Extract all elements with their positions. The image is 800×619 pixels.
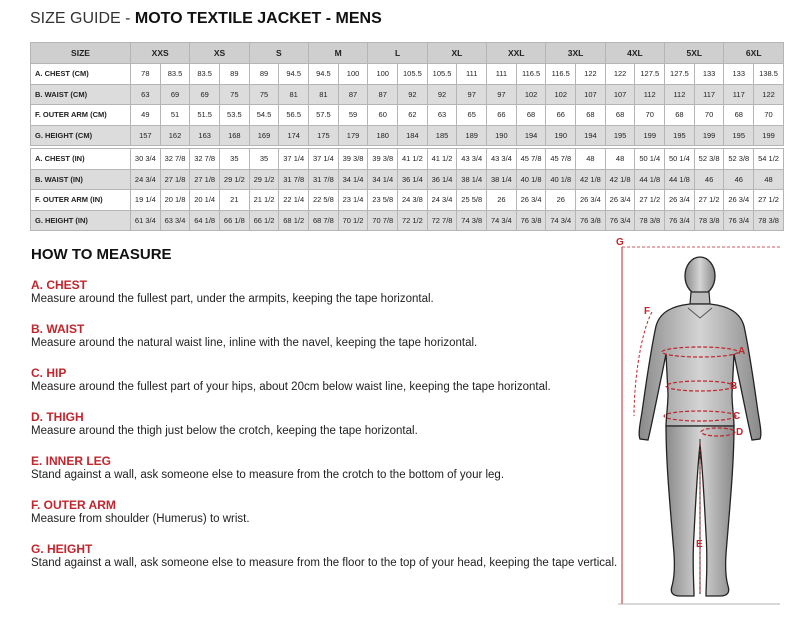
table-cell: 190: [487, 125, 517, 146]
table-cell: 24 3/8: [398, 190, 428, 211]
table-cell: 63: [131, 84, 161, 105]
table-cell: 100: [338, 64, 368, 85]
table-cell: 59: [338, 105, 368, 126]
table-cell: 26: [487, 190, 517, 211]
table-cell: 45 7/8: [516, 149, 546, 170]
table-cell: 41 1/2: [398, 149, 428, 170]
table-cell: 195: [605, 125, 635, 146]
table-cell: 23 5/8: [368, 190, 398, 211]
row-label: A. CHEST (IN): [31, 149, 131, 170]
table-cell: 100: [368, 64, 398, 85]
table-cell: 97: [487, 84, 517, 105]
table-cell: 51.5: [190, 105, 220, 126]
table-cell: 68: [576, 105, 606, 126]
measure-title-thigh: D. THIGH: [31, 410, 84, 424]
table-cell: 168: [220, 125, 250, 146]
table-cell: 22 5/8: [309, 190, 339, 211]
measure-desc-chest: Measure around the fullest part, under the armpits, keeping the tape horizontal.: [31, 293, 434, 305]
table-cell: 38 1/4: [457, 169, 487, 190]
figure-label-g: G: [616, 237, 624, 248]
table-cell: 89: [249, 64, 279, 85]
table-cell: 66: [487, 105, 517, 126]
table-cell: 78 3/8: [694, 210, 724, 231]
table-cell: 34 1/4: [368, 169, 398, 190]
figure-label-a: A: [738, 346, 746, 357]
table-cell: 169: [249, 125, 279, 146]
measure-desc-outer-arm: Measure from shoulder (Humerus) to wrist.: [31, 513, 250, 525]
table-cell: 20 1/4: [190, 190, 220, 211]
table-cell: 70 7/8: [368, 210, 398, 231]
table-cell: 105.5: [398, 64, 428, 85]
row-label: F. OUTER ARM (IN): [31, 190, 131, 211]
table-cell: 27 1/8: [160, 169, 190, 190]
how-to-measure-heading: HOW TO MEASURE: [31, 246, 172, 263]
table-cell: 26 3/4: [724, 190, 754, 211]
table-cell: 68 7/8: [309, 210, 339, 231]
table-cell: 122: [754, 84, 784, 105]
measure-desc-inner-leg: Stand against a wall, ask someone else to measure from the crotch to the bottom of your leg.: [31, 469, 505, 481]
table-cell: 78 3/8: [754, 210, 784, 231]
size-header-xxs: XXS: [131, 43, 190, 64]
table-cell: 70: [635, 105, 665, 126]
size-header-xl: XL: [427, 43, 486, 64]
table-cell: 35: [249, 149, 279, 170]
table-cell: 162: [160, 125, 190, 146]
size-header-label: SIZE: [31, 43, 131, 64]
figure-label-e: E: [696, 539, 703, 550]
table-cell: 157: [131, 125, 161, 146]
table-cell: 68: [724, 105, 754, 126]
table-cell: 74 3/4: [546, 210, 576, 231]
table-cell: 102: [516, 84, 546, 105]
table-cell: 38 1/4: [487, 169, 517, 190]
table-cell: 61 3/4: [131, 210, 161, 231]
table-cell: 163: [190, 125, 220, 146]
table-cell: 29 1/2: [220, 169, 250, 190]
table-cell: 23 1/4: [338, 190, 368, 211]
size-header-m: M: [309, 43, 368, 64]
page-title: [30, 10, 382, 28]
table-cell: 94.5: [279, 64, 309, 85]
table-cell: 50 1/4: [665, 149, 695, 170]
table-cell: 25 5/8: [457, 190, 487, 211]
table-cell: 29 1/2: [249, 169, 279, 190]
table-cell: 54 1/2: [754, 149, 784, 170]
table-cell: 89: [220, 64, 250, 85]
table-cell: 24 3/4: [427, 190, 457, 211]
table-cell: 30 3/4: [131, 149, 161, 170]
table-cell: 43 3/4: [457, 149, 487, 170]
table-cell: 107: [605, 84, 635, 105]
table-cell: 74 3/8: [457, 210, 487, 231]
table-cell: 42 1/8: [576, 169, 606, 190]
row-label: G. HEIGHT (IN): [31, 210, 131, 231]
table-cell: 199: [635, 125, 665, 146]
measure-title-height: G. HEIGHT: [31, 542, 93, 556]
table-cell: 51: [160, 105, 190, 126]
table-cell: 66 1/8: [220, 210, 250, 231]
measure-desc-waist: Measure around the natural waist line, inline with the navel, keeping the tape horizontal.: [31, 337, 478, 349]
table-cell: 74 3/4: [487, 210, 517, 231]
table-cell: 83.5: [160, 64, 190, 85]
table-cell: 75: [220, 84, 250, 105]
table-cell: 26 3/4: [605, 190, 635, 211]
size-table-cm: [30, 42, 784, 146]
size-header-s: S: [249, 43, 308, 64]
table-row: [31, 64, 784, 85]
table-cell: 117: [724, 84, 754, 105]
table-cell: 92: [427, 84, 457, 105]
table-cell: 37 1/4: [279, 149, 309, 170]
table-cell: 52 3/8: [724, 149, 754, 170]
table-cell: 22 1/4: [279, 190, 309, 211]
figure-label-d: D: [736, 427, 744, 438]
table-cell: 175: [309, 125, 339, 146]
table-cell: 45 7/8: [546, 149, 576, 170]
table-cell: 190: [546, 125, 576, 146]
table-cell: 194: [576, 125, 606, 146]
table-cell: 52 3/8: [694, 149, 724, 170]
table-cell: 81: [279, 84, 309, 105]
table-cell: 81: [309, 84, 339, 105]
table-cell: 34 1/4: [338, 169, 368, 190]
figure-label-f: F: [644, 306, 651, 317]
measure-desc-hip: Measure around the fullest part of your hips, about 20cm below waist line, keeping the tape horizontal.: [31, 381, 551, 393]
table-cell: 97: [457, 84, 487, 105]
table-cell: 56.5: [279, 105, 309, 126]
table-cell: 53.5: [220, 105, 250, 126]
table-cell: 194: [516, 125, 546, 146]
table-cell: 60: [368, 105, 398, 126]
measure-desc-thigh: Measure around the thigh just below the crotch, keeping the tape horizontal.: [31, 425, 418, 437]
table-cell: 36 1/4: [427, 169, 457, 190]
size-header-6xl: 6XL: [724, 43, 784, 64]
table-cell: 48: [605, 149, 635, 170]
table-cell: 44 1/8: [665, 169, 695, 190]
table-cell: 19 1/4: [131, 190, 161, 211]
table-cell: 127.5: [635, 64, 665, 85]
table-cell: 76 3/4: [665, 210, 695, 231]
table-cell: 65: [457, 105, 487, 126]
table-cell: 69: [190, 84, 220, 105]
table-cell: 195: [665, 125, 695, 146]
table-cell: 116.5: [546, 64, 576, 85]
table-cell: 76 3/8: [516, 210, 546, 231]
table-cell: 20 1/8: [160, 190, 190, 211]
measure-desc-height: Stand against a wall, ask someone else to measure from the floor to the top of your head, keeping the tape vertical.: [31, 557, 618, 569]
table-row: [31, 105, 784, 126]
measure-title-outer-arm: F. OUTER ARM: [31, 498, 116, 512]
size-table-in: [30, 148, 784, 231]
table-cell: 76 3/8: [576, 210, 606, 231]
table-cell: 27 1/2: [694, 190, 724, 211]
table-cell: 105.5: [427, 64, 457, 85]
table-cell: 43 3/4: [487, 149, 517, 170]
size-header-3xl: 3XL: [546, 43, 605, 64]
table-cell: 21: [220, 190, 250, 211]
table-cell: 179: [338, 125, 368, 146]
table-cell: 78 3/8: [635, 210, 665, 231]
table-cell: 184: [398, 125, 428, 146]
table-cell: 32 7/8: [160, 149, 190, 170]
table-cell: 138.5: [754, 64, 784, 85]
measure-title-inner-leg: E. INNER LEG: [31, 454, 112, 468]
table-cell: 50 1/4: [635, 149, 665, 170]
table-row: [31, 125, 784, 146]
table-cell: 180: [368, 125, 398, 146]
table-cell: 49: [131, 105, 161, 126]
table-cell: 26 3/4: [576, 190, 606, 211]
table-cell: 122: [576, 64, 606, 85]
table-cell: 76 3/4: [724, 210, 754, 231]
table-cell: 48: [576, 149, 606, 170]
table-cell: 189: [457, 125, 487, 146]
row-label: G. HEIGHT (CM): [31, 125, 131, 146]
table-cell: 35: [220, 149, 250, 170]
table-cell: 70 1/2: [338, 210, 368, 231]
table-cell: 40 1/8: [546, 169, 576, 190]
table-row: [31, 169, 784, 190]
table-row: [31, 84, 784, 105]
table-cell: 66 1/2: [249, 210, 279, 231]
table-cell: 21 1/2: [249, 190, 279, 211]
table-cell: 127.5: [665, 64, 695, 85]
table-cell: 83.5: [190, 64, 220, 85]
table-cell: 54.5: [249, 105, 279, 126]
table-cell: 111: [457, 64, 487, 85]
table-row: [31, 210, 784, 231]
size-header-xxl: XXL: [487, 43, 546, 64]
size-header-xs: XS: [190, 43, 249, 64]
table-cell: 26: [546, 190, 576, 211]
table-cell: 46: [724, 169, 754, 190]
table-cell: 133: [694, 64, 724, 85]
table-cell: 72 1/2: [398, 210, 428, 231]
table-cell: 72 7/8: [427, 210, 457, 231]
table-cell: 68: [665, 105, 695, 126]
table-cell: 41 1/2: [427, 149, 457, 170]
table-cell: 39 3/8: [368, 149, 398, 170]
row-label: F. OUTER ARM (CM): [31, 105, 131, 126]
table-cell: 112: [665, 84, 695, 105]
table-cell: 122: [605, 64, 635, 85]
size-header-4xl: 4XL: [605, 43, 664, 64]
table-cell: 102: [546, 84, 576, 105]
table-cell: 42 1/8: [605, 169, 635, 190]
table-cell: 26 3/4: [665, 190, 695, 211]
table-cell: 70: [754, 105, 784, 126]
table-cell: 24 3/4: [131, 169, 161, 190]
size-header-l: L: [368, 43, 427, 64]
table-cell: 46: [694, 169, 724, 190]
table-cell: 66: [546, 105, 576, 126]
title-prefix: SIZE GUIDE -: [30, 10, 135, 27]
table-cell: 64 1/8: [190, 210, 220, 231]
table-cell: 68: [605, 105, 635, 126]
size-header-5xl: 5XL: [665, 43, 724, 64]
table-cell: 116.5: [516, 64, 546, 85]
table-cell: 195: [724, 125, 754, 146]
table-cell: 62: [398, 105, 428, 126]
table-cell: 87: [338, 84, 368, 105]
measure-title-hip: C. HIP: [31, 366, 67, 380]
body-measurement-figure: [600, 234, 790, 614]
row-label: B. WAIST (IN): [31, 169, 131, 190]
table-cell: 75: [249, 84, 279, 105]
table-cell: 36 1/4: [398, 169, 428, 190]
figure-label-b: B: [730, 381, 738, 392]
table-cell: 76 3/4: [605, 210, 635, 231]
table-cell: 27 1/8: [190, 169, 220, 190]
table-cell: 68 1/2: [279, 210, 309, 231]
measure-title-chest: A. CHEST: [31, 278, 88, 292]
figure-label-c: C: [733, 411, 741, 422]
table-cell: 63: [427, 105, 457, 126]
table-cell: 40 1/8: [516, 169, 546, 190]
table-cell: 57.5: [309, 105, 339, 126]
table-cell: 107: [576, 84, 606, 105]
table-cell: 27 1/2: [635, 190, 665, 211]
size-header-row: [31, 43, 784, 64]
table-cell: 26 3/4: [516, 190, 546, 211]
table-cell: 111: [487, 64, 517, 85]
table-cell: 68: [516, 105, 546, 126]
table-cell: 69: [160, 84, 190, 105]
title-product: MOTO TEXTILE JACKET - MENS: [134, 10, 382, 27]
table-cell: 199: [754, 125, 784, 146]
table-cell: 37 1/4: [309, 149, 339, 170]
row-label: B. WAIST (CM): [31, 84, 131, 105]
table-cell: 94.5: [309, 64, 339, 85]
table-cell: 39 3/8: [338, 149, 368, 170]
table-cell: 70: [694, 105, 724, 126]
table-cell: 63 3/4: [160, 210, 190, 231]
table-cell: 199: [694, 125, 724, 146]
table-cell: 31 7/8: [279, 169, 309, 190]
table-cell: 78: [131, 64, 161, 85]
table-cell: 48: [754, 169, 784, 190]
table-cell: 31 7/8: [309, 169, 339, 190]
table-row: [31, 190, 784, 211]
table-cell: 174: [279, 125, 309, 146]
table-cell: 117: [694, 84, 724, 105]
table-cell: 32 7/8: [190, 149, 220, 170]
table-cell: 44 1/8: [635, 169, 665, 190]
table-cell: 112: [635, 84, 665, 105]
row-label: A. CHEST (CM): [31, 64, 131, 85]
table-cell: 27 1/2: [754, 190, 784, 211]
table-cell: 133: [724, 64, 754, 85]
table-cell: 185: [427, 125, 457, 146]
table-row: [31, 149, 784, 170]
table-cell: 92: [398, 84, 428, 105]
measure-title-waist: B. WAIST: [31, 322, 85, 336]
table-cell: 87: [368, 84, 398, 105]
